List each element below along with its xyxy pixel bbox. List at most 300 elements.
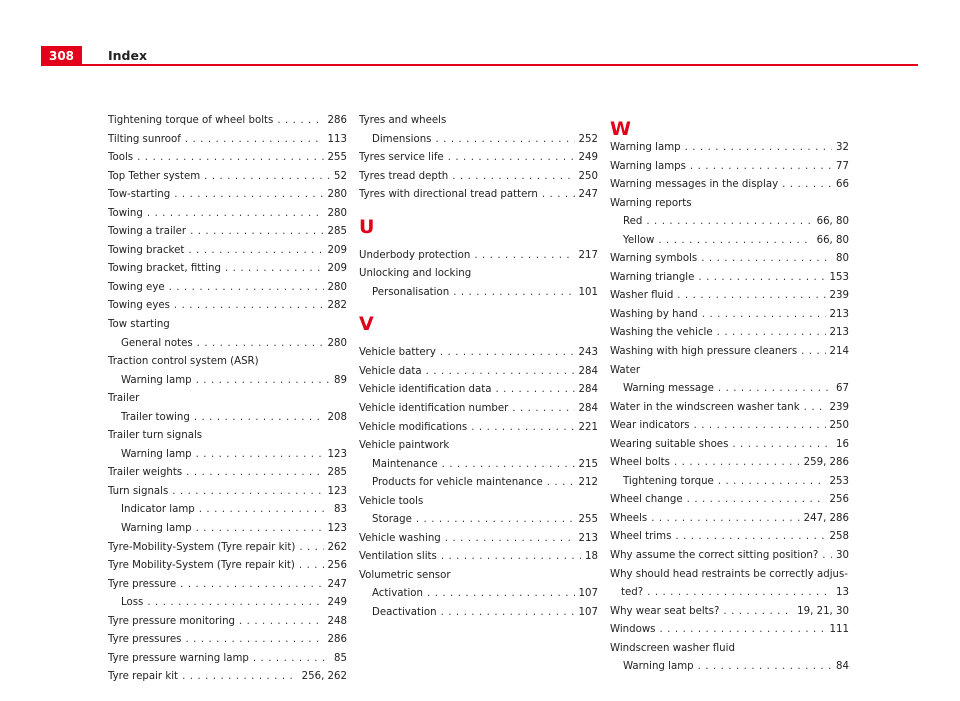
dot-leader	[452, 168, 574, 187]
index-entry	[610, 250, 849, 269]
page-reference: 252	[578, 133, 598, 145]
dot-leader	[188, 242, 323, 261]
dot-leader	[547, 474, 575, 493]
index-term: Tyre pressure	[108, 578, 177, 590]
page-reference: 214	[829, 346, 849, 358]
page-reference: 52	[334, 170, 347, 182]
page-reference: 247	[327, 578, 347, 590]
dot-leader	[701, 250, 832, 269]
index-entry	[108, 260, 347, 279]
page-reference: 19, 21, 30	[797, 605, 849, 617]
index-column-1	[108, 112, 347, 687]
dot-leader	[441, 604, 575, 623]
dot-leader	[277, 112, 323, 131]
index-entry	[610, 658, 849, 677]
page-reference: 67	[836, 383, 849, 395]
index-heading: Vehicle tools	[359, 495, 424, 507]
dot-leader	[674, 454, 800, 473]
dot-leader	[147, 205, 324, 224]
page-number: 308	[41, 46, 82, 66]
page-reference: 250	[829, 420, 849, 432]
page-reference: 212	[578, 477, 598, 489]
dot-leader	[197, 335, 324, 354]
index-term: Tyre Mobility-System (Tyre repair kit)	[108, 560, 295, 572]
page-reference: 280	[327, 207, 347, 219]
index-entry	[610, 547, 849, 566]
dot-leader	[299, 557, 324, 576]
dot-leader	[675, 528, 825, 547]
page-reference: 248	[327, 615, 347, 627]
index-entry	[108, 279, 347, 298]
index-term: Warning triangle	[610, 271, 695, 283]
index-term: Tyres service life	[359, 152, 444, 164]
index-entry	[108, 501, 347, 520]
dot-leader	[495, 381, 574, 400]
index-term: General notes	[121, 337, 193, 349]
dot-leader	[204, 168, 330, 187]
index-term: Washing with high pressure cleaners	[610, 346, 798, 358]
dot-leader	[190, 223, 323, 242]
dot-leader	[442, 456, 575, 475]
page-reference: 243	[578, 347, 598, 359]
page-reference: 107	[578, 607, 598, 619]
dot-leader	[702, 306, 826, 325]
index-entry	[108, 576, 347, 595]
index-entry	[610, 454, 849, 473]
index-term: Warning lamp	[623, 661, 694, 673]
index-term: Water in the windscreen washer tank	[610, 401, 800, 413]
index-term: Windows	[610, 624, 656, 636]
index-term: Warning messages in the display	[610, 179, 779, 191]
dot-leader	[196, 372, 330, 391]
index-heading: Warning reports	[610, 197, 692, 209]
index-entry	[359, 456, 598, 475]
index-entry	[610, 417, 849, 436]
index-heading: Trailer	[108, 393, 140, 405]
page-reference: 286	[327, 115, 347, 126]
page-reference: 66	[836, 179, 849, 191]
index-term: Wheel trims	[610, 531, 672, 543]
index-entry	[610, 139, 849, 158]
index-entry	[108, 650, 347, 669]
page-reference: 280	[327, 189, 347, 201]
index-entry	[108, 112, 347, 131]
dot-leader	[299, 539, 323, 558]
index-entry	[359, 511, 598, 530]
index-entry	[108, 168, 347, 187]
page-reference: 286	[327, 634, 347, 646]
dot-leader	[199, 501, 330, 520]
index-term: Warning lamp	[121, 374, 192, 386]
index-entry	[359, 604, 598, 623]
index-term: Maintenance	[372, 458, 438, 470]
page-reference: 123	[327, 523, 347, 535]
section-letter-w: W	[610, 118, 631, 140]
index-term: Top Tether system	[108, 170, 201, 182]
index-term: Wearing suitable shoes	[610, 438, 729, 450]
dot-leader	[185, 131, 324, 150]
dot-leader	[147, 594, 323, 613]
index-entry	[108, 149, 347, 168]
index-term: Tilting sunroof	[108, 133, 181, 145]
index-entry	[610, 287, 849, 306]
page-reference: 282	[327, 300, 347, 312]
header-rule	[41, 64, 918, 66]
index-heading: Tow starting	[108, 319, 170, 331]
dot-leader	[440, 344, 575, 363]
page-reference: 77	[836, 160, 849, 172]
dot-leader	[690, 158, 832, 177]
dot-leader	[782, 176, 832, 195]
page-reference: 32	[836, 142, 849, 153]
dot-leader	[698, 658, 832, 677]
dot-leader	[512, 400, 574, 419]
page-reference: 284	[578, 365, 598, 377]
page-reference: 123	[327, 485, 347, 497]
index-term: Wheel change	[610, 494, 683, 506]
page-reference: 285	[327, 226, 347, 238]
index-entry	[108, 297, 347, 316]
dot-leader	[717, 324, 826, 343]
dot-leader	[718, 473, 826, 492]
page-reference: 13	[836, 587, 849, 599]
index-entry	[108, 520, 347, 539]
index-entry	[359, 363, 598, 382]
index-term: Storage	[372, 514, 412, 526]
index-term: Tyre pressure monitoring	[108, 615, 235, 627]
section-letter-v: V	[359, 313, 374, 336]
index-term: Warning lamps	[610, 160, 686, 172]
index-entry	[108, 372, 347, 391]
index-entry	[108, 631, 347, 650]
dot-leader	[651, 510, 799, 529]
dot-leader	[435, 131, 574, 150]
index-entry	[359, 548, 598, 567]
index-term: Towing eyes	[108, 300, 170, 312]
page-reference: 209	[327, 244, 347, 256]
index-entry	[359, 131, 598, 150]
index-entry	[359, 400, 598, 419]
index-entry	[359, 419, 598, 438]
dot-leader	[427, 585, 575, 604]
index-entry	[359, 247, 598, 266]
index-term: Tyre repair kit	[108, 671, 179, 683]
page-reference: 66, 80	[816, 234, 849, 246]
index-entry	[610, 269, 849, 288]
page-reference: 221	[578, 421, 598, 433]
index-term: Tightening torque of wheel bolts	[108, 115, 274, 126]
index-term: Vehicle data	[359, 365, 422, 377]
dot-leader	[172, 483, 323, 502]
index-term: Indicator lamp	[121, 504, 195, 516]
page-reference: 213	[578, 532, 598, 544]
page-reference: 262	[327, 541, 347, 553]
index-term: Trailer weights	[108, 467, 183, 479]
index-term: Tyre pressures	[108, 634, 182, 646]
page-reference: 280	[327, 337, 347, 349]
page-reference: 280	[327, 281, 347, 293]
page-reference: 153	[829, 271, 849, 283]
page-reference: 285	[327, 467, 347, 479]
index-entry	[610, 213, 849, 232]
dot-leader	[174, 297, 324, 316]
index-entry	[610, 603, 849, 622]
index-heading: Trailer turn signals	[108, 430, 203, 442]
dot-leader	[646, 213, 812, 232]
dot-leader	[186, 464, 323, 483]
index-entry	[610, 491, 849, 510]
index-term: Wheels	[610, 512, 648, 524]
index-term: Tools	[108, 152, 134, 164]
page-reference: 284	[578, 384, 598, 396]
page-reference: 16	[836, 438, 849, 450]
dot-leader	[416, 511, 575, 530]
dot-leader	[253, 650, 330, 669]
index-term: Wear indicators	[610, 420, 690, 432]
dot-leader	[698, 269, 825, 288]
index-entry	[108, 557, 347, 576]
index-entry	[610, 343, 849, 362]
page-reference: 253	[829, 475, 849, 487]
index-term: ted?	[621, 587, 644, 599]
index-term: Turn signals	[108, 485, 169, 497]
index-entry	[359, 585, 598, 604]
page-reference: 259, 286	[803, 457, 849, 469]
index-term: Towing bracket, fitting	[108, 263, 221, 275]
index-term: Why wear seat belts?	[610, 605, 720, 617]
index-heading: Volumetric sensor	[359, 569, 451, 581]
page-reference: 256	[327, 560, 347, 572]
index-entry	[359, 168, 598, 187]
index-term: Tow-starting	[108, 189, 171, 201]
dot-leader	[174, 186, 323, 205]
dot-leader	[474, 247, 574, 266]
index-term: Wheel bolts	[610, 457, 670, 469]
dot-leader	[658, 232, 812, 251]
page-reference: 215	[578, 458, 598, 470]
index-entry	[359, 186, 598, 205]
page-reference: 113	[327, 133, 347, 145]
dot-leader	[185, 631, 323, 650]
index-term: Towing a trailer	[108, 226, 187, 238]
page-title: Index	[108, 48, 148, 63]
page-reference: 85	[334, 652, 347, 664]
index-term: Warning symbols	[610, 253, 698, 265]
page-reference: 256, 262	[301, 671, 347, 683]
index-term: Deactivation	[372, 607, 437, 619]
dot-leader	[137, 149, 323, 168]
page-reference: 247, 286	[803, 512, 849, 524]
index-entry	[359, 474, 598, 493]
index-entry	[108, 131, 347, 150]
page-reference: 247	[578, 189, 598, 201]
dot-leader	[804, 399, 826, 418]
index-column-2	[359, 112, 598, 623]
index-entry	[108, 409, 347, 428]
page-reference: 84	[836, 661, 849, 673]
index-entry	[108, 223, 347, 242]
index-entry	[359, 530, 598, 549]
dot-leader	[426, 363, 575, 382]
index-heading: Traction control system (ASR)	[108, 356, 259, 368]
index-entry	[108, 464, 347, 483]
index-term: Tyre pressure warning lamp	[108, 652, 249, 664]
index-entry	[610, 436, 849, 455]
index-entry	[610, 584, 849, 603]
index-entry	[108, 668, 347, 687]
index-term: Tyres tread depth	[359, 170, 449, 182]
index-entry	[610, 473, 849, 492]
page-reference: 66, 80	[816, 216, 849, 228]
index-term: Towing	[108, 207, 143, 219]
index-entry	[108, 242, 347, 261]
index-term: Vehicle modifications	[359, 421, 468, 433]
dot-leader	[801, 343, 825, 362]
index-entry	[610, 510, 849, 529]
dot-leader	[659, 621, 825, 640]
index-term: Red	[623, 216, 643, 228]
dot-leader	[685, 139, 832, 158]
index-term: Personalisation	[372, 286, 450, 298]
index-entry	[108, 594, 347, 613]
page-reference: 18	[585, 551, 598, 563]
index-term: Tyre-Mobility-System (Tyre repair kit)	[108, 541, 296, 553]
index-term: Yellow	[623, 234, 655, 246]
index-entry	[610, 176, 849, 195]
dot-leader	[225, 260, 324, 279]
index-entry	[108, 539, 347, 558]
dot-leader	[718, 380, 832, 399]
index-term: Vehicle washing	[359, 532, 441, 544]
page-reference: 239	[829, 290, 849, 302]
dot-leader	[445, 530, 575, 549]
index-term: Towing bracket	[108, 244, 185, 256]
page-reference: 83	[334, 504, 347, 516]
index-term: Warning message	[623, 383, 714, 395]
dot-leader	[453, 284, 574, 303]
index-term: Warning lamp	[121, 448, 192, 460]
page-reference: 258	[829, 531, 849, 543]
index-entry	[610, 324, 849, 343]
dot-leader	[822, 547, 832, 566]
page-reference: 250	[578, 170, 598, 182]
page-reference: 213	[829, 327, 849, 339]
index-term: Ventilation slits	[359, 551, 437, 563]
page-reference: 209	[327, 263, 347, 275]
page-reference: 284	[578, 403, 598, 415]
dot-leader	[723, 603, 793, 622]
index-entry	[108, 613, 347, 632]
section-letter-u: U	[359, 215, 375, 238]
dot-leader	[647, 584, 832, 603]
dot-leader	[687, 491, 826, 510]
index-term: Products for vehicle maintenance	[372, 477, 543, 489]
page-reference: 256	[829, 494, 849, 506]
index-term: Tightening torque	[623, 475, 714, 487]
dot-leader	[471, 419, 574, 438]
index-entry	[359, 344, 598, 363]
index-term: Vehicle identification number	[359, 403, 509, 415]
index-entry	[359, 149, 598, 168]
page-reference: 239	[829, 401, 849, 413]
index-entry	[610, 399, 849, 418]
dot-leader	[677, 287, 825, 306]
page-reference: 255	[578, 514, 598, 526]
index-term: Underbody protection	[359, 249, 471, 261]
index-heading: Unlocking and locking	[359, 268, 472, 280]
index-term: Loss	[121, 597, 144, 609]
page-reference: 30	[836, 550, 849, 562]
index-term: Activation	[372, 588, 424, 600]
page-reference: 107	[578, 588, 598, 600]
index-entry	[108, 186, 347, 205]
index-entry	[108, 483, 347, 502]
index-entry	[610, 306, 849, 325]
index-term: Vehicle identification data	[359, 384, 492, 396]
index-term: Dimensions	[372, 133, 432, 145]
page-reference: 255	[327, 152, 347, 164]
index-term: Vehicle battery	[359, 347, 436, 359]
dot-leader	[732, 436, 832, 455]
page-reference: 217	[578, 249, 598, 261]
dot-leader	[180, 576, 323, 595]
dot-leader	[694, 417, 826, 436]
index-heading: Water	[610, 364, 641, 376]
dot-leader	[169, 279, 324, 298]
index-term: Tyres with directional tread pattern	[359, 189, 538, 201]
index-term: Washing by hand	[610, 308, 698, 320]
index-entry	[610, 621, 849, 640]
dot-leader	[441, 548, 581, 567]
index-term: Washing the vehicle	[610, 327, 713, 339]
index-term: Washer fluid	[610, 290, 674, 302]
page-reference: 249	[578, 152, 598, 164]
index-term: Towing eye	[108, 281, 165, 293]
dot-leader	[182, 668, 298, 687]
index-column-3	[610, 116, 849, 677]
index-heading: Tyres and wheels	[359, 115, 447, 126]
index-term: Warning lamp	[121, 523, 192, 535]
page-reference: 111	[829, 624, 849, 636]
page-reference: 89	[334, 374, 347, 386]
page-reference: 208	[327, 411, 347, 423]
page-reference: 249	[327, 597, 347, 609]
dot-leader	[196, 446, 324, 465]
index-entry	[610, 528, 849, 547]
page-reference: 101	[578, 286, 598, 298]
index-entry	[359, 284, 598, 303]
index-entry	[359, 381, 598, 400]
index-entry	[610, 158, 849, 177]
index-heading: Vehicle paintwork	[359, 440, 450, 452]
page-reference: 123	[327, 448, 347, 460]
index-entry	[610, 380, 849, 399]
page-reference: 80	[836, 253, 849, 265]
dot-leader	[542, 186, 575, 205]
index-term: Warning lamp	[610, 142, 681, 153]
index-entry	[610, 232, 849, 251]
index-heading: Why should head restraints be correctly adjus-	[610, 568, 848, 580]
index-entry	[108, 205, 347, 224]
dot-leader	[239, 613, 324, 632]
index-entry	[108, 446, 347, 465]
index-heading: Windscreen washer fluid	[610, 642, 735, 654]
index-term: Why assume the correct sitting position?	[610, 550, 819, 562]
page-reference: 213	[829, 308, 849, 320]
index-term: Trailer towing	[121, 411, 190, 423]
dot-leader	[194, 409, 324, 428]
index-entry	[108, 335, 347, 354]
